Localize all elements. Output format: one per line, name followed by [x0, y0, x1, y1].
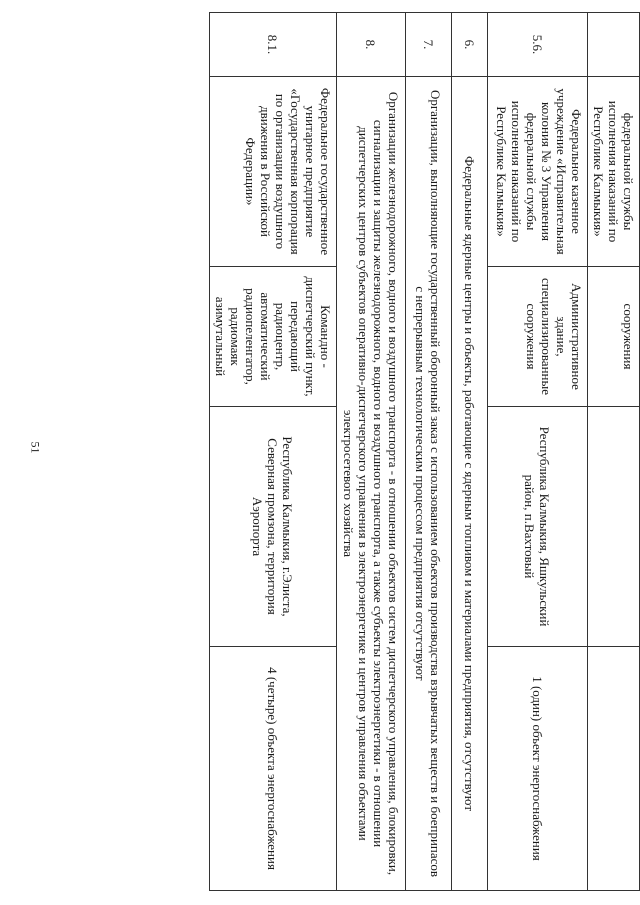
rotated-document-sheet — [213, 12, 640, 900]
object-cell: Административное здание, специализированные сооружения — [488, 267, 588, 407]
count-cell: 4 (четыре) объекта энергоснабжения — [210, 647, 337, 891]
table-row — [406, 13, 452, 891]
row-number: 7. — [406, 13, 452, 77]
organization-cell: Федеральное казенное учреждение «Исправительная колония № 3 Управления федеральной службы исполнения наказаний по Республике Калмыкия» — [488, 77, 588, 267]
address-cell: Республика Калмыкия, г.Элиста, Северная промзона, территория Аэропорта — [210, 407, 337, 647]
row-number — [588, 13, 640, 77]
count-cell: 1 (один) объект энергоснабжения — [488, 647, 588, 891]
section-heading-cell: Организации железнодорожного, водного и воздушного транспорта - в отношении объектов систем диспетчерского управления, блокировки, сигнализации и защиты железнодорожного, водного и воздушного транспорта, а также субъекты электроэнергетики - в отношении диспетчерских центров субъектов оперативно-диспетчерского управления в электроэнергетике и центров управления объектами электросетевого хозяйства — [337, 77, 406, 891]
row-number: 6. — [452, 13, 488, 77]
row-number: 8.1. — [210, 13, 337, 77]
page-number: 51 — [28, 441, 43, 454]
table-row — [588, 13, 640, 891]
table-row — [210, 13, 337, 891]
section-heading-cell: Организации, выполняющие государственный оборонный заказ с использованием объектов производства взрывчатых веществ и боеприпасов с непрерывным технологическим процессом предприятия отсутствуют — [406, 77, 452, 891]
object-cell: Командно - диспетчерский пункт, передающий радиоцентр, автоматический радиопеленгатор, радиомаяк азимутальный — [210, 267, 337, 407]
table-row — [452, 13, 488, 891]
count-cell — [588, 647, 640, 891]
table-row — [337, 13, 406, 891]
table-row — [488, 13, 588, 891]
organization-cell: федеральной службы исполнения наказаний по Республике Калмыкия» — [588, 77, 640, 267]
address-cell — [588, 407, 640, 647]
objects-table — [209, 12, 640, 891]
address-cell: Республика Калмыкия, Яшкульский район, п.Вахтовый — [488, 407, 588, 647]
organization-cell: Федеральное государственное унитарное предприятие «Государственная корпорация по организации воздушного движения в Российской Федерации» — [210, 77, 337, 267]
row-number: 8. — [337, 13, 406, 77]
object-cell: сооружения — [588, 267, 640, 407]
section-heading-cell: Федеральные ядерные центры и объекты, работающие с ядерным топливом и материалами предприятия, отсутствуют — [452, 77, 488, 891]
row-number: 5.6. — [488, 13, 588, 77]
